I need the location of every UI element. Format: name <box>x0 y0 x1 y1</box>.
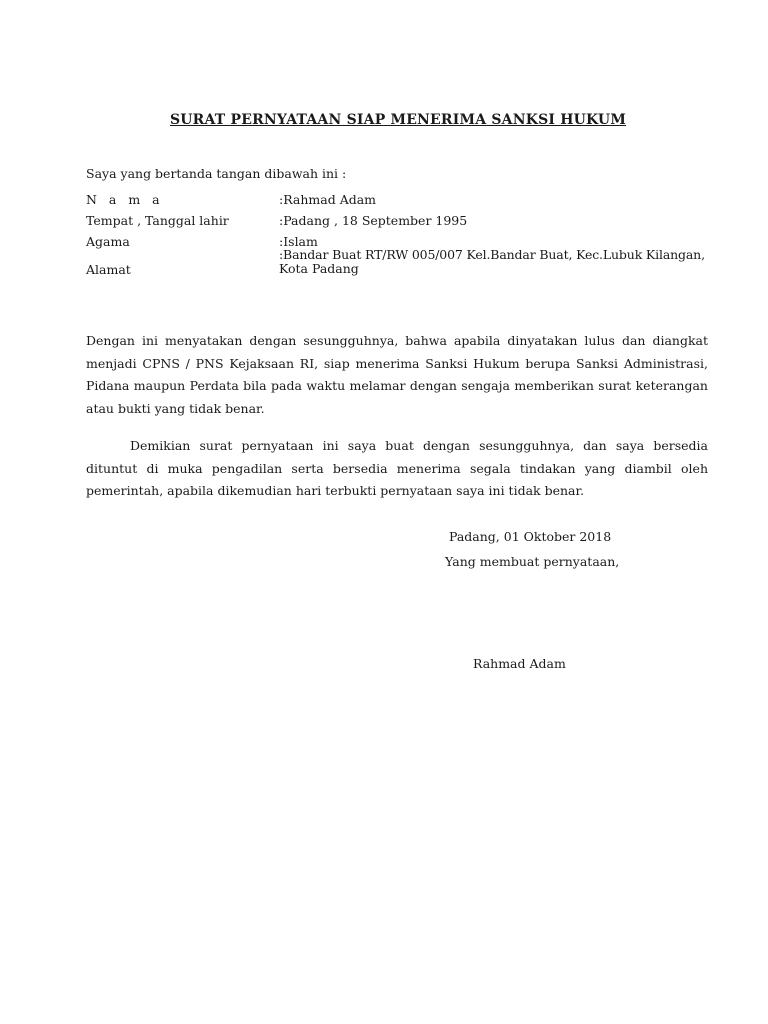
field-value-birth: :Padang , 18 September 1995 <box>279 213 468 228</box>
address-line-1: :Bandar Buat RT/RW 005/007 Kel.Bandar Buat, Kec.Lubuk Kilangan, <box>279 247 705 262</box>
field-label-birth: Tempat , Tanggal lahir <box>86 213 229 228</box>
field-value-address <box>279 248 707 276</box>
closing-paragraph: Demikian surat pernyataan ini saya buat dengan sesungguhnya, dan saya bersedia dituntut di muka pengadilan serta bersedia menerima segala tindakan yang diambil oleh pemerintah, apabila dikemudian hari terbukti pernyataan saya ini tidak benar. <box>86 438 708 498</box>
intro-text: Saya yang bertanda tangan dibawah ini : <box>86 166 347 181</box>
signature-place-date: Padang, 01 Oktober 2018 <box>449 529 612 544</box>
field-row-birth <box>86 213 706 233</box>
field-label-name: N a m a <box>86 192 164 207</box>
signature-name: Rahmad Adam <box>473 656 566 671</box>
field-label-address: Alamat <box>86 262 131 277</box>
signature-maker-label: Yang membuat pernyataan, <box>445 554 620 569</box>
field-label-religion: Agama <box>86 234 130 249</box>
field-row-name <box>86 192 706 212</box>
statement-paragraph: Dengan ini menyatakan dengan sesungguhnya, bahwa apabila dinyatakan lulus dan diangkat menjadi CPNS / PNS Kejaksaan RI, siap menerima Sanksi Hukum berupa Sanksi Administrasi, Pidana maupun Perdata bila pada waktu melamar dengan sengaja memberikan surat keterangan atau bukti yang tidak benar. <box>86 333 708 416</box>
field-value-religion: :Islam <box>279 234 318 249</box>
address-line-2: Kota Padang <box>279 261 359 276</box>
field-value-name: :Rahmad Adam <box>279 192 377 207</box>
document-title: SURAT PERNYATAAN SIAP MENERIMA SANKSI HUKUM <box>169 112 627 128</box>
